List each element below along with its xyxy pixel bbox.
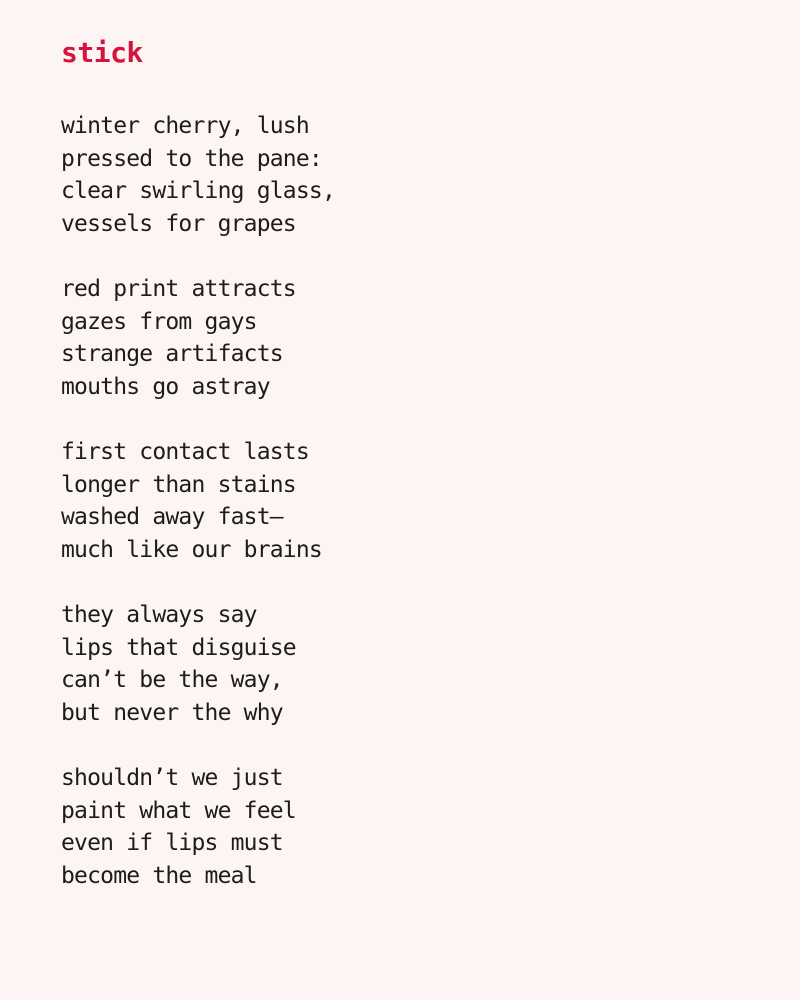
stanza-4 bbox=[61, 599, 761, 729]
poem-line: clear swirling glass, bbox=[61, 178, 335, 204]
poem-title: stick bbox=[61, 36, 143, 69]
stanza-2 bbox=[61, 273, 761, 403]
poem-line: but never the why bbox=[61, 699, 283, 726]
poem-line: pressed to the pane: bbox=[61, 145, 322, 172]
poem-line: shouldn’t we just bbox=[61, 765, 283, 791]
poem-line: vessels for grapes bbox=[61, 210, 296, 237]
poem-line: even if lips must bbox=[61, 830, 283, 856]
poem-line: washed away fast— bbox=[61, 504, 283, 530]
stanza-5 bbox=[61, 762, 761, 892]
poem-line: gazes from gays bbox=[61, 308, 257, 335]
poem-page bbox=[61, 34, 761, 925]
poem-line: strange artifacts bbox=[61, 341, 283, 367]
poem-line: paint what we feel bbox=[61, 797, 296, 824]
poem-line: lips that disguise bbox=[61, 634, 296, 661]
poem-line: red print attracts bbox=[61, 276, 296, 302]
poem-line: they always say bbox=[61, 602, 257, 628]
poem-line: longer than stains bbox=[61, 471, 296, 498]
poem-line: winter cherry, lush bbox=[61, 113, 309, 139]
poem-line: mouths go astray bbox=[61, 373, 270, 400]
stanza-1 bbox=[61, 110, 761, 240]
poem-line: become the meal bbox=[61, 862, 257, 889]
poem-line: can’t be the way, bbox=[61, 667, 283, 693]
poem-line: first contact lasts bbox=[61, 439, 309, 465]
poem-line: much like our brains bbox=[61, 536, 322, 563]
stanza-3 bbox=[61, 436, 761, 566]
